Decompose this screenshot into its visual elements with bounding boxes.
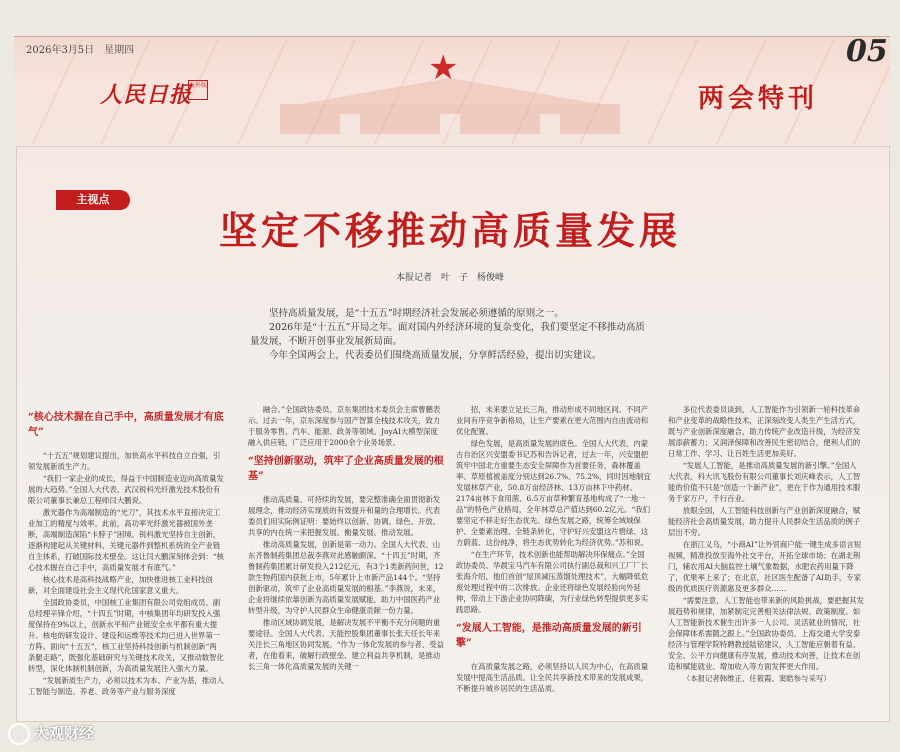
article-lead (250, 307, 650, 363)
column-tag: 主视点 (56, 190, 130, 210)
body-paragraph: 招，未来要立足长三角，推动形成不同地区间、不同产业间有序竞争新格局，让生产要素在更大范围内自由流动和优化配置。 (456, 405, 649, 436)
text-column-3 (456, 404, 652, 695)
text-column-1 (28, 404, 224, 698)
issue-date: 2026年3月5日 星期四 (26, 45, 135, 56)
text-column-2 (248, 404, 444, 673)
column-subheading: “坚持创新驱动，筑牢了企业高质量发展的根基” (248, 456, 444, 482)
body-paragraph: 推动区域协调发展，是解决发展不平衡不充分问题的重要途径。全国人大代表、天能控股集团董事长张天任长年来关注长三角地区协同发展。“作为一体化发展的参与者、受益者，在他看来，破解行政壁垒、建立利益共享机制，是推动长三角一体化高质量发展的关键一 (248, 618, 444, 671)
body-paragraph: 在高质量发展之路，必须坚持以人民为中心，在高质量发展中提高生活品质。让全民共享新技术带来的发展成果，不断提升城乡居民的生活品质。 (456, 662, 649, 693)
column-subheading: “发展人工智能，是推动高质量发展的新引擎” (456, 623, 642, 649)
newspaper-logo: 人民日报 (100, 82, 193, 108)
body-paragraph: 推动高质量、可持续的发展，要完整准确全面贯彻新发展理念，推动经济实现质的有效提升和量的合理增长。代表委员们用实际例证明：要始终以创新、协调、绿色、开放、共享的内在统一来把握发展、衡量发展、推动发展。 (248, 495, 441, 537)
body-paragraph: “发展新质生产力，必须以技术为本、产业为基，推动人工智能与制造、养老、政务等产业与服务深度 (28, 676, 224, 696)
body-paragraph: 多位代表委员谈到，人工智能作为引领新一轮科技革命和产业变革的战略性技术，正深刻改变人类生产生活方式，既与产业创新深度融合，助力传统产业改造升级，为经济发展添薪蓄力；又润泽保障和改善民生密切结合，便利人们的日常工作、学习、让百姓生活更加美好。 (668, 405, 861, 458)
article-byline: 本报记者 叶 子 杨俊峰 (395, 273, 504, 283)
lead-paragraph: 今年全国两会上，代表委员们围绕高质量发展，分享鲜活经验，提出切实建议。 (269, 350, 602, 361)
edition-badge: 海外版 (188, 80, 208, 100)
article-headline: 坚定不移推动高质量发展 (218, 208, 681, 253)
body-paragraph: “发展人工智能，是推动高质量发展的新引擎。”全国人大代表、科大讯飞股份有限公司董事长刘庆峰表示，人工智能的价值不只是“创造一个新产业”，更在于作为通用技术服务千家万户，千行百业。 (668, 461, 861, 503)
text-column-4 (668, 404, 864, 685)
column-subheading: “核心技术握在自己手中，高质量发展才有底气” (28, 412, 224, 438)
body-paragraph: 激光器作为高端制造的“光刀”，其技术水平直接决定工业加工的精度与效率。此前，高功率光纤激光器被国外垄断，高端制造深陷“卡脖子”困境。锐科激光坚持自主创新，逐渐构建起从关键材料、关键元器件到整机系统的全产业链自主体系，打破国际技术壁垒。这让闫大鹏深刻体会到：“核心技术握在自己手中，高质量发展才有底气。” (28, 508, 224, 572)
body-paragraph: （本报记者韩维正、任筱霞、窦皓参与采写） (682, 674, 831, 683)
body-paragraph: 推动高质量发展，创新是第一动力。全国人大代表、山东齐鲁制药集团总裁李燕对此感触颇深。“十四五”时期，齐鲁制药集团累计研发投入212亿元，有3个1类新药问世，12款生物药国内获批上市，5年累计上市新产品144个。“坚持创新驱动，筑牢了企业高质量发展的根基。”李燕说，未来，企业将继续依靠创新为高质量发展赋能，助力中国医药产业转型升级，为守护人民群众生命健康贡献一份力量。 (248, 540, 444, 615)
body-paragraph: 绿色发展，是高质量发展的底色。全国人大代表、内蒙古自治区兴安盟委书记苏和告诉记者，过去一年，兴安盟把筑牢中国北方重要生态安全屏障作为首要任务，森林覆盖率、草原植被盖度分别达到26.7%、75.2%，同时因地制宜发展林草产业，50.8万亩经济林、13万亩林下中药材、2174亩林下食用菌、6.5万亩草种繁育基地构成了“一地一品”的特色产业格局，全年林草总产值达到60.2亿元。“我们要坚定不移走好生态优先、绿色发展之路，统筹全域城保护、全要素治理、全链条转化，守护好兴安盟这片碧绿、这方蔚蓝、这份纯净，将生态优势转化为经济优势。”苏和说。 (456, 439, 651, 547)
section-title: 两会特刊 (698, 84, 819, 114)
body-paragraph: 全国政协委员，中国核工业集团有限公司党组成员、副总经理辛锋介绍，“十四五”时期，中核集团年均研发投入强度保持在9%以上，创新水平和产业链安全水平都有重大提升。核电的研发设计、建设和运维等技术均已进入世界第一方阵。面向“十五五”，核工业坚持科技创新与机制创新“两条腿走路”，既强化基础研究与关键技术攻关，又推动数智化转型，深化体制机制创新，为高质量发展注入强大力量。 (28, 598, 224, 673)
watermark-text: 大观财经 (34, 724, 95, 742)
watermark-logo-icon (8, 723, 30, 745)
lead-paragraph: 2026年是“十五五”开局之年。面对国内外经济环境的复杂变化，我们要坚定不移推动高质量发展，不断开创事业发展新局面。 (250, 322, 645, 347)
page-number: 05 (846, 34, 888, 69)
lead-paragraph: 坚持高质量发展，是“十五五”时期经济社会发展必须遵循的原则之一。 (269, 308, 564, 319)
body-paragraph: 融合。”全国政协委员、京东集团技术委员会主席曹鹏表示。过去一年，京东深度参与国产智算全栈技术攻关，致力于服务零售、汽车、能源、政务等领域。JoyAI大模型深度融入供应链，广泛应用于2000余个业务场景。 (248, 405, 441, 447)
body-paragraph: “需要注意，人工智能也带来新的风险挑战，要把握其发展趋势和规律，加紧制定完善相关法律法规、政策制度。如人工智能新技术催生出许多一人公司、灵活就业的情况，社会保障体系需随之跟上。”全国政协委员、上海交通大学安泰经济与管理学院特聘教授陆铭建议，人工智能应朝着有益、安全、公平方向健康有序发展，推动技术向善，让技术在创造和赋能就业、增加收入等方面发挥更大作用。 (668, 596, 864, 671)
body-paragraph: 核心技术是高科技战略产业，加快推进核工业科技创新，对全面建设社会主义现代化国家意义重大。 (28, 575, 213, 595)
watermark (8, 722, 94, 745)
body-paragraph: “十五五”规划建议提出，加快高水平科技自立自强，引领发展新质生产力。 (28, 451, 221, 471)
body-paragraph: 放眼全国，人工智能科技创新与产业创新深度融合，赋能经济社会高质量发展，助力提升人民群众生活品质的例子层出不穷。 (668, 506, 861, 537)
body-paragraph: “我们一家企业的成长，得益于中国制造业迈向高质量发展的大趋势。”全国人大代表、武汉锐科光纤激光技术股份有限公司董事长兼总工程师闫大鹏说。 (28, 474, 224, 505)
body-paragraph: 在浙江义乌，“小商AI”让外贸商户能一键生成多语言短视频，精准投放至海外社交平台，开拓全球市场；在湖北荆门，辅农用AI大脑监控土壤气象数据，水肥农药用量下降了，优果率上来了；在北京，社区医生配备了AI助手，专家级的优质医疗资源惠及更多群众…… (668, 540, 862, 593)
body-paragraph: “在生产环节，技术创新也能帮助解决环保痛点。”全国政协委员、华晨宝马汽车有限公司执行副总裁和兴工厂厂长张海介绍，他们首创“屋顶减压蒸馏处理技术”，大幅降低危废处理过程中的二次排放。企业还将绿色发展经验向外延伸，带动上下游企业协同降碳，为行业绿色转型提供更多实践思路。 (456, 550, 649, 614)
star-icon: ★ (428, 48, 459, 88)
